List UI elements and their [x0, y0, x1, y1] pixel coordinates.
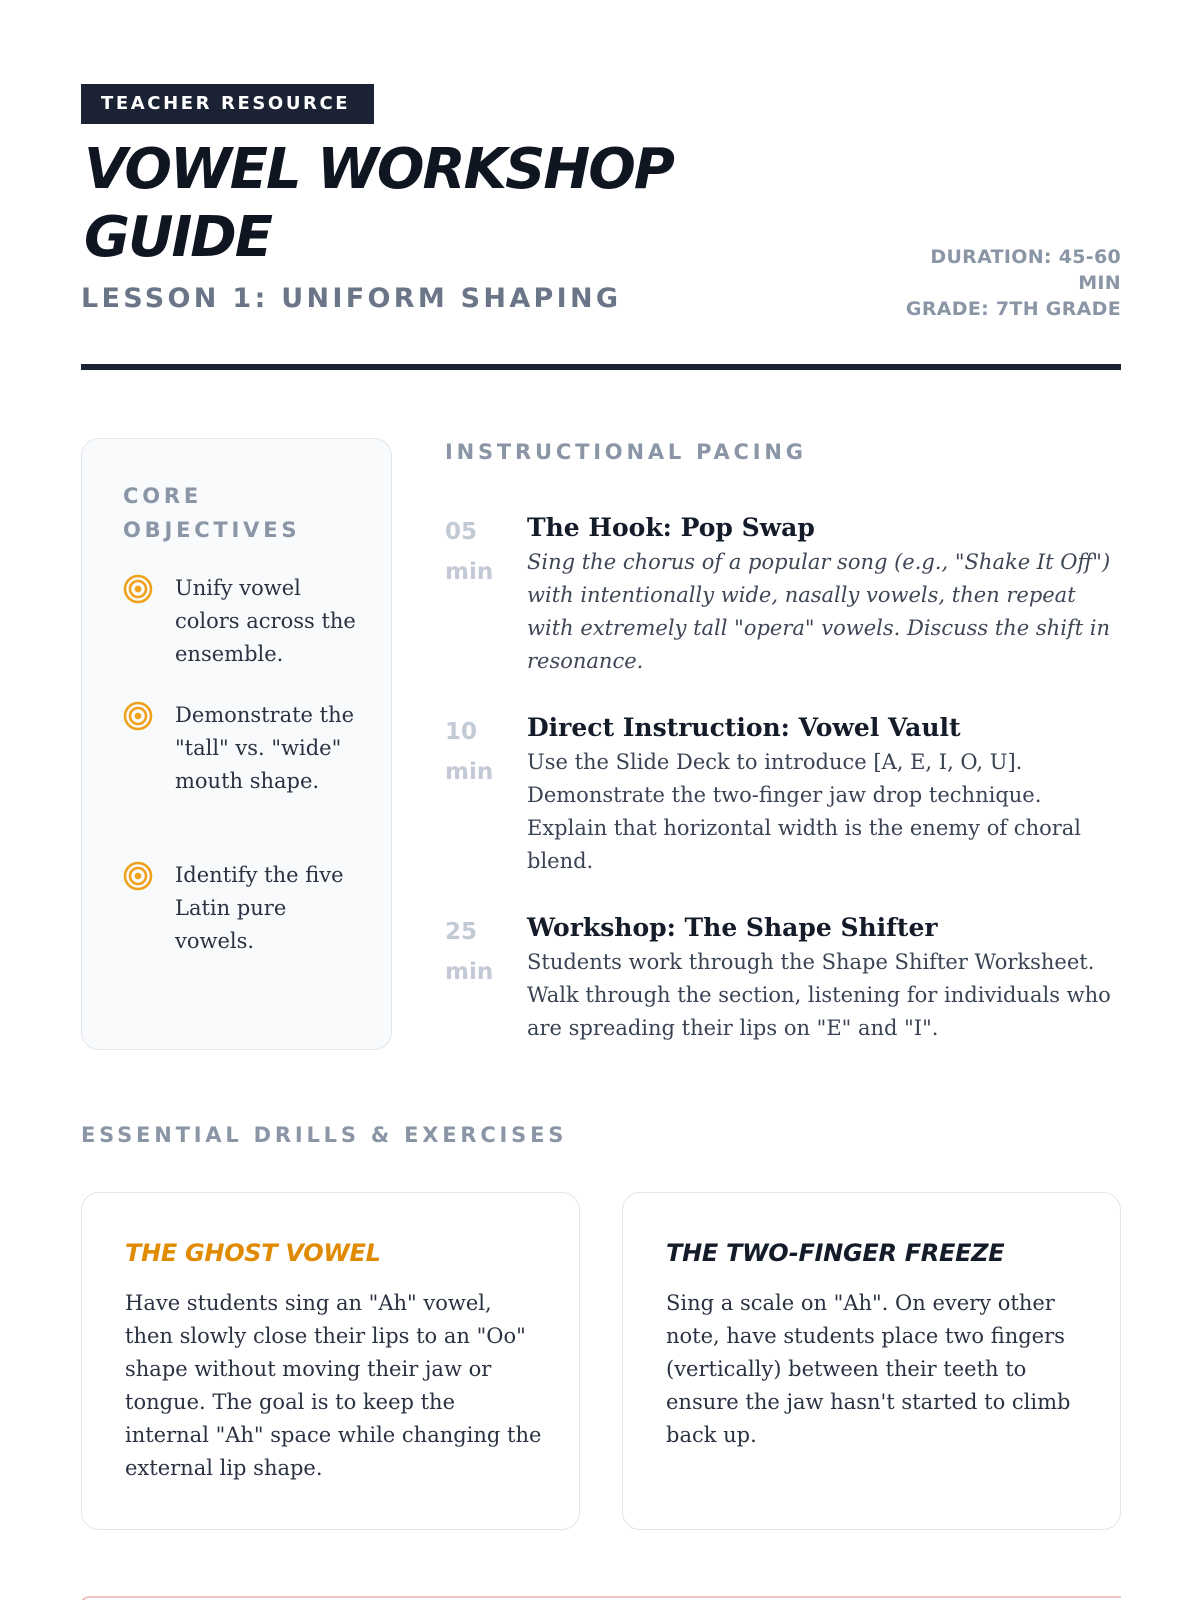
- callout-box-edge: [81, 1596, 1121, 1600]
- minutes-value: 10: [445, 719, 478, 745]
- page-title: VOWEL WORKSHOP GUIDE: [84, 137, 673, 270]
- pacing-title: The Hook: Pop Swap: [527, 513, 815, 542]
- pacing-title: Workshop: The Shape Shifter: [527, 913, 938, 942]
- pacing-heading: INSTRUCTIONAL PACING: [445, 440, 807, 464]
- target-icon: [123, 574, 153, 604]
- drill-title: THE GHOST VOWEL: [125, 1239, 381, 1267]
- target-icon: [123, 861, 153, 891]
- objective-text: Identify the five Latin pure vowels.: [175, 863, 344, 953]
- header-divider: [81, 364, 1121, 370]
- core-objectives-card: [81, 438, 392, 1050]
- drill-card-ghost-vowel: [81, 1192, 580, 1530]
- pacing-title: Direct Instruction: Vowel Vault: [527, 713, 961, 742]
- drills-heading: ESSENTIAL DRILLS & EXERCISES: [81, 1123, 568, 1147]
- minutes-value: 05: [445, 519, 478, 545]
- objectives-heading: CORE OBJECTIVES: [123, 484, 301, 542]
- lesson-meta: [891, 244, 1121, 322]
- duration-label: DURATION: 45-60 MIN: [930, 246, 1121, 294]
- objective-text: Unify vowel colors across the ensemble.: [175, 576, 356, 666]
- minutes-unit: min: [445, 559, 494, 585]
- objective-text: Demonstrate the "tall" vs. "wide" mouth shape.: [175, 703, 355, 793]
- grade-label: GRADE: 7TH GRADE: [905, 298, 1121, 320]
- minutes-value: 25: [445, 919, 478, 945]
- pacing-description: Use the Slide Deck to introduce [A, E, I, O, U]. Demonstrate the two-finger jaw drop technique. Explain that horizontal width is the enemy of choral blend.: [527, 750, 1082, 873]
- pacing-minutes: [445, 912, 515, 992]
- pacing-minutes: [445, 712, 515, 792]
- minutes-unit: min: [445, 759, 494, 785]
- drill-card-two-finger-freeze: [622, 1192, 1121, 1530]
- pacing-description: Sing the chorus of a popular song (e.g., "Shake It Off") with intentionally wide, nasally vowels, then repeat with extremely tall "opera" vowels. Discuss the shift in resonance.: [527, 550, 1111, 673]
- pacing-minutes: [445, 512, 515, 592]
- minutes-unit: min: [445, 959, 494, 985]
- lesson-subtitle: LESSON 1: UNIFORM SHAPING: [81, 283, 622, 314]
- target-icon: [123, 701, 153, 731]
- resource-badge: TEACHER RESOURCE: [81, 84, 374, 124]
- drill-text: Sing a scale on "Ah". On every other note, have students place two fingers (vertically) between their teeth to ensure the jaw hasn't started to climb back up.: [666, 1291, 1071, 1447]
- pacing-description: Students work through the Shape Shifter Worksheet. Walk through the section, listening for individuals who are spreading their lips on "E" and "I".: [527, 950, 1111, 1040]
- drill-text: Have students sing an "Ah" vowel, then slowly close their lips to an "Oo" shape without moving their jaw or tongue. The goal is to keep the internal "Ah" space while changing the external lip shape.: [125, 1291, 542, 1480]
- drill-title: THE TWO-FINGER FREEZE: [666, 1239, 1005, 1267]
